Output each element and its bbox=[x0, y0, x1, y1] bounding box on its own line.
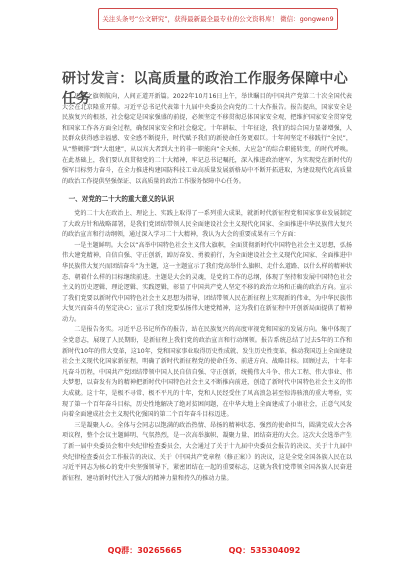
page-title: 研讨发言：以高质量的政治工作服务保障中心任务 bbox=[62, 71, 348, 107]
section-heading: 一、对党的二十大的重大意义的认识 bbox=[68, 195, 175, 204]
qq-contact: QQ：535304092 bbox=[228, 546, 301, 555]
top-banner bbox=[98, 8, 338, 30]
qq-group: QQ群：30265665 bbox=[107, 546, 182, 555]
body-paragraph: 一是主题鲜明。大会以“高举中国特色社会主义伟大旗帜，全面贯彻新时代中国特色社会主义思想，弘扬伟大建党精神，自信自强、守正创新，踔厉奋发、勇毅前行，为全面建设社会主义现代化国家、全面推进中华民族伟大复兴而团结奋斗”为主题，这一主题宣示了我们党高举什么旗帜、走什么道路、以什么样的精神状态、朝着什么样的目标继续前进。主题是大会的灵魂，是党的工作的总纲，体现了坚持和发展中国特色社会主义的历史逻辑、理论逻辑、实践逻辑，彰显了中国共产党人坚定不移的政治立场和正确的政治方向。宣示了我们党要以新时代中国特色社会主义思想为指导，团结带领人民在新征程上实现新的伟业，为中华民族伟大复兴而奋斗的坚定决心；宣示了我们党要弘扬伟大建党精神，这为我们在新征程中开创新局面提供了精神动力。 bbox=[62, 241, 352, 323]
banner-text: 关注头条号“公文研究”，获得最新最全最专业的公文资料库！ 微信：gongwen9 bbox=[102, 15, 334, 23]
body-paragraph: 三是凝聚人心。全体与会同志以饱满的政治热情、昂扬的精神状态、强烈的使命担当，圆满完成大会各项议程，整个会议主题鲜明、气氛热烈，是一次高举旗帜、凝聚力量、团结奋进的大会。这次大会选举产生了新一届中央委员会和中央纪律检查委员会，大会通过了关于十九届中央委员会报告的决议、关于十九届中央纪律检查委员会工作报告的决议、关于《中国共产党章程（修正案）》的决议，这是全党全国各族人民在以习近平同志为核心的党中央坚强领导下，紧密团结在一起的重要标志，这就为我们党带领全国各族人民奋进新征程、建功新时代注入了强大的精神力量和持久的推动力量。 bbox=[62, 421, 352, 482]
document-body bbox=[62, 92, 352, 484]
intro-paragraph: 思想之旗领航向，人间正道开新篇。2022年10月16日上午，举世瞩目的中国共产党第二十次全国代表大会在北京隆重开幕。习近平总书记代表第十九届中央委员会向党的二十大作报告。报告提出，国家安全是民族复兴的根基，社会稳定是国家强盛的前提，必须坚定不移贯彻总体国家安全观，把维护国家安全贯穿党和国家工作各方面全过程，确保国家安全和社会稳定。十年耕耘、十年征途，我们的综合国力显著增强，人民群众获得感幸福感、安全感不断提升，时代赋予我们的新使命任务更艰巨。十年间坚定不移践行“全民”，从“整顿排”到“大组建”，从以宾大者到大主的非一职能向“全天候、大应急”的综合职能转变，的时代呼唤。在此基础上，我们要认真贯彻党的二十大精神，牢记总书记嘱托，深入推进政治建军，为实现党在新时代的强军目标努力奋斗，在全力推进构建国防科技工业高质量发展新格局中不断开拓进取，为建设现代化高质量的政治工作提供坚强保证、以高质量的政治工作服务保障中心任务。 bbox=[62, 93, 352, 185]
body-paragraph: 党的二十大在政治上、理论上、实践上取得了一系列重大成果，就新时代新征程党和国家事业发展制定了大政方针和战略部署，是我们党团结带领人民全面建设社会主义现代化国家、全面推进中华民族伟大复兴的政治宣言和行动纲领，通过深入学习二十大精神，我认为大会的重要成果有三个方面： bbox=[62, 209, 352, 239]
footer bbox=[0, 542, 408, 560]
body-paragraph: 二是报告务实。习近平总书记所作的报告，站在民族复兴的高度审视党和国家的发展方向。集中体现了全党意志，展现了人民期盼，是新征程上我们党的政治宣言和行动纲领。报告系统总结了过去5年的工作和新时代10年的伟大变革，这10年，党和国家事业取得历史性成就、发生历史性变革，推动我国迈上全面建设社会主义现代化国家新征程，明确了新时代新征程党的使命任务、前进方向、战略目标。回顾过去，十年非凡奋斗历程，中国共产党团结带领中国人民自信自强、守正创新，统揽伟大斗争、伟大工程、伟大事业、伟大梦想，以奋发有为的精神把新时代中国特色社会主义不断推向前进，创造了新时代中国特色社会主义的伟大成就。这十年，是极不寻常、极不平凡的十年，党和人民经受住了风高浪急甚至惊涛骇浪的重大考验，实现了第一个百年奋斗目标，历史性地解决了绝对贫困问题，在中华大地上全面建成了小康社会，正意气风发向着全面建成社会主义现代化强国的第二个百年奋斗目标迈进。 bbox=[62, 326, 352, 419]
